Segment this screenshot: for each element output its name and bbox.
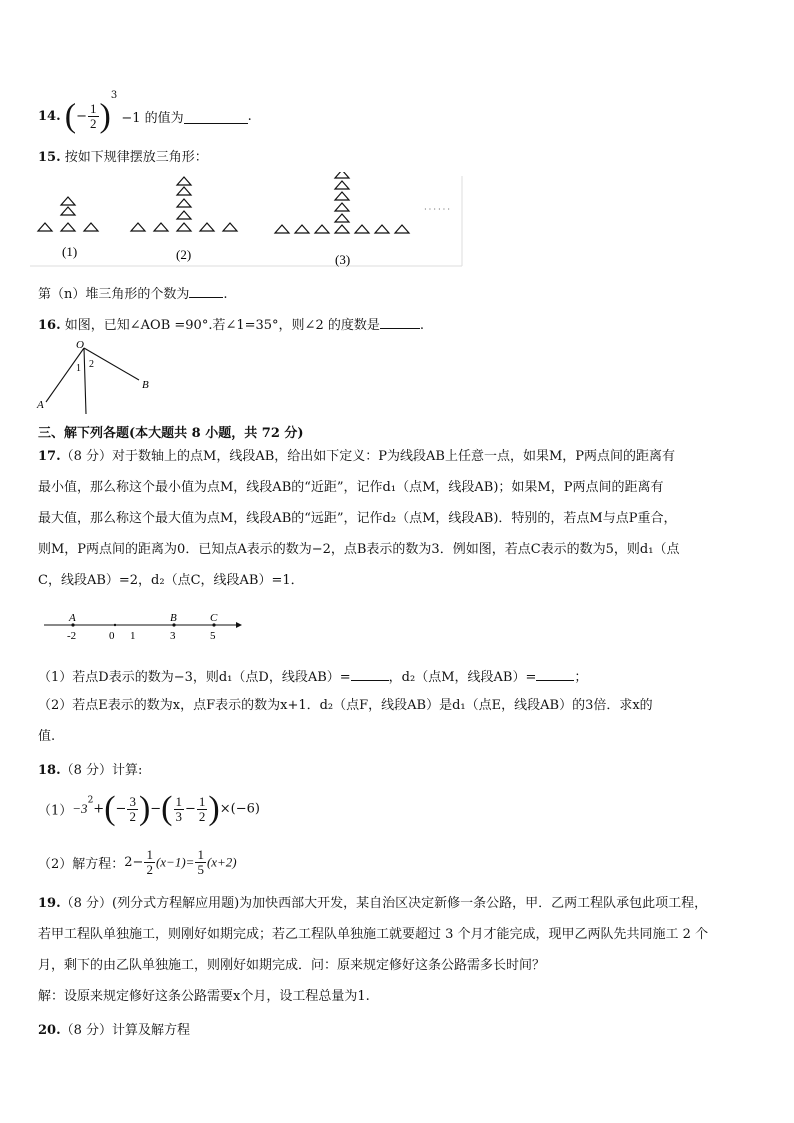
answer-blank[interactable] [184,109,248,124]
triangle-shape [177,187,191,195]
triangle-shape [38,223,52,231]
right-paren: ) [99,97,111,135]
triangle-shape [395,225,409,233]
triangle-shape [335,181,349,189]
question-score: （8 分）计算: [60,763,143,778]
section-heading: 三、解下列各题(本大题共 8 小题，共 72 分) [38,426,304,441]
number-line [40,608,245,646]
fraction-three-halves: $\frac{3}{2}$ [129,793,136,824]
question-score: （8 分） [60,449,113,464]
angle-2-label: 2 [89,359,94,370]
triangle-shape [335,214,349,222]
tick-label: 5 [210,630,216,642]
question-16: 16. 如图，已知∠AOB =90°.若∠1=35°，则∠2 的度数是 . [38,314,424,333]
triangle-shape [335,203,349,211]
tick-label: -2 [67,630,77,642]
question-15 [38,146,208,165]
fraction-one-half: $\frac{1}{2}$ [198,793,206,824]
question-text: 按如下规律摆放三角形： [64,150,208,165]
triangle-shape [61,197,75,205]
triangle-shape [355,225,369,233]
fraction-one-third: $\frac{1}{3}$ [175,793,182,824]
left-paren: ( [64,97,77,135]
question-17-part-1: （1）若点D表示的数为−3，则d₁（点D，线段AB）= ，d₂（点M，线段AB）= ； [38,666,587,685]
question-text: −1 的值为 [121,111,184,126]
question-17: 17.（8 分）对于数轴上的点M，线段AB，给出如下定义：P为线段AB上任意一点，如果M，P两点间的距离有 最小值，那么称这个最小值为点M，线段AB的“近距”，记作d₁（点M，线段AB)；如果M，P两点间的距离有 最大值，那么称这个最大值为点M，线段AB的“远距”，记作d₂（点M，线段AB)．特别的，若点M与点P重合， 则M，P两点间的距离为0．已知点A表示的数为−2，点B表示的数为3．例如图，若点C表示的数为5，则d₁（点 C，线段AB）=2，d₂（点C，线段AB）=1． [38,449,680,588]
figure-label-2: (2) [176,247,192,262]
question-18-part-2: （2）解方程：2− $\frac{1}{2}$ (x−1)= $\frac{1}{5}$ (x+2) [38,847,237,877]
question-number: 20. [38,1023,61,1038]
point-c-label: C [210,612,218,624]
answer-blank-d2[interactable] [536,666,574,681]
figure-label-3: (3) [335,252,351,267]
question-score: （8 分） [60,896,113,911]
tick-label: 1 [130,630,136,642]
triangle-shape [223,223,237,231]
triangle-shape [275,225,289,233]
fraction-one-half: $\frac{1}{2}$ [146,847,153,877]
question-14: 14. (− $\frac{1}{2}$ )$^3$ −1 的值为 . [38,90,252,135]
triangle-shape [177,177,191,185]
question-19: 19.（8 分）(列分式方程解应用题)为加快西部大开发，某自治区决定新修一条公路，甲．乙两工程队承包此项工程， 若甲工程队单独施工，则刚好如期完成；若乙工程队单独施工就要超过 3 个月才能完成，现甲乙两队先共同施工 2 个 月，剩下的由乙队单独施工，则刚好如期完成．问：原来规定修好这条公路需多长时间？ 解：设原来规定修好这条公路需要x个月，设工程总量为1. [38,896,709,1004]
question-18-part-1: $(1)-3^2+(-$ $\frac{3}{2}$ )−( $\frac{1}{3}$ − $\frac{1}{2}$ )×(−6) [38,790,260,827]
triangle-shape [335,225,349,233]
triangle-shape [177,211,191,219]
triangle-shape [375,225,389,233]
triangle-shape [84,223,98,231]
question-number: 16. [38,318,61,333]
triangle-shape [335,192,349,200]
question-number: 14. [38,109,61,124]
triangle-shape [335,172,349,178]
triangle-shape [177,199,191,207]
answer-blank[interactable] [189,283,223,298]
answer-blank[interactable] [380,314,420,329]
triangle-shape [295,225,309,233]
figure-label-1: (1) [62,244,78,259]
angle-1-label: 1 [76,363,81,374]
point-b-label: B [170,612,177,624]
minus-sign: − [76,109,87,124]
answer-blank-d1[interactable] [351,666,389,681]
continuation-dots: · · · · · · [424,205,450,214]
question-17-part-2: （2）若点E表示的数为x，点F表示的数为x+1．d₂（点F，线段AB）是d₁（点E，线段AB）的3倍．求x的 值. [38,698,653,744]
question-number: 17. [38,449,61,464]
point-a-label: A [69,612,76,624]
question-score: （8 分）计算及解方程 [60,1023,191,1038]
triangle-shape [154,223,168,231]
point-b-label: B [142,379,149,391]
question-18 [38,759,142,778]
question-number: 19. [38,896,61,911]
question-15-answer: 第（n）堆三角形的个数为 . [38,283,228,302]
question-number: 15. [38,150,61,165]
triangle-shape [61,223,75,231]
angle-figure [34,336,164,416]
tick-label: 3 [170,630,176,642]
triangle-shape [61,207,75,215]
triangle-pattern-figure [30,172,465,270]
point-o-label: O [76,339,84,351]
triangle-shape [177,223,191,231]
triangle-shape [315,225,329,233]
triangle-shape [200,223,214,231]
point-a-label: A [37,399,44,411]
triangle-shape [131,223,145,231]
question-text: 如图，已知∠AOB =90°.若∠1=35°，则∠2 的度数是 [64,318,380,333]
fraction-one-fifth: $\frac{1}{5}$ [197,847,204,877]
question-number: 18. [38,763,61,778]
exponent: 3 [110,90,118,101]
fraction-one-half: $\frac{1}{2}$ [90,101,97,131]
question-20 [38,1019,190,1038]
tick-label: 0 [109,630,115,642]
